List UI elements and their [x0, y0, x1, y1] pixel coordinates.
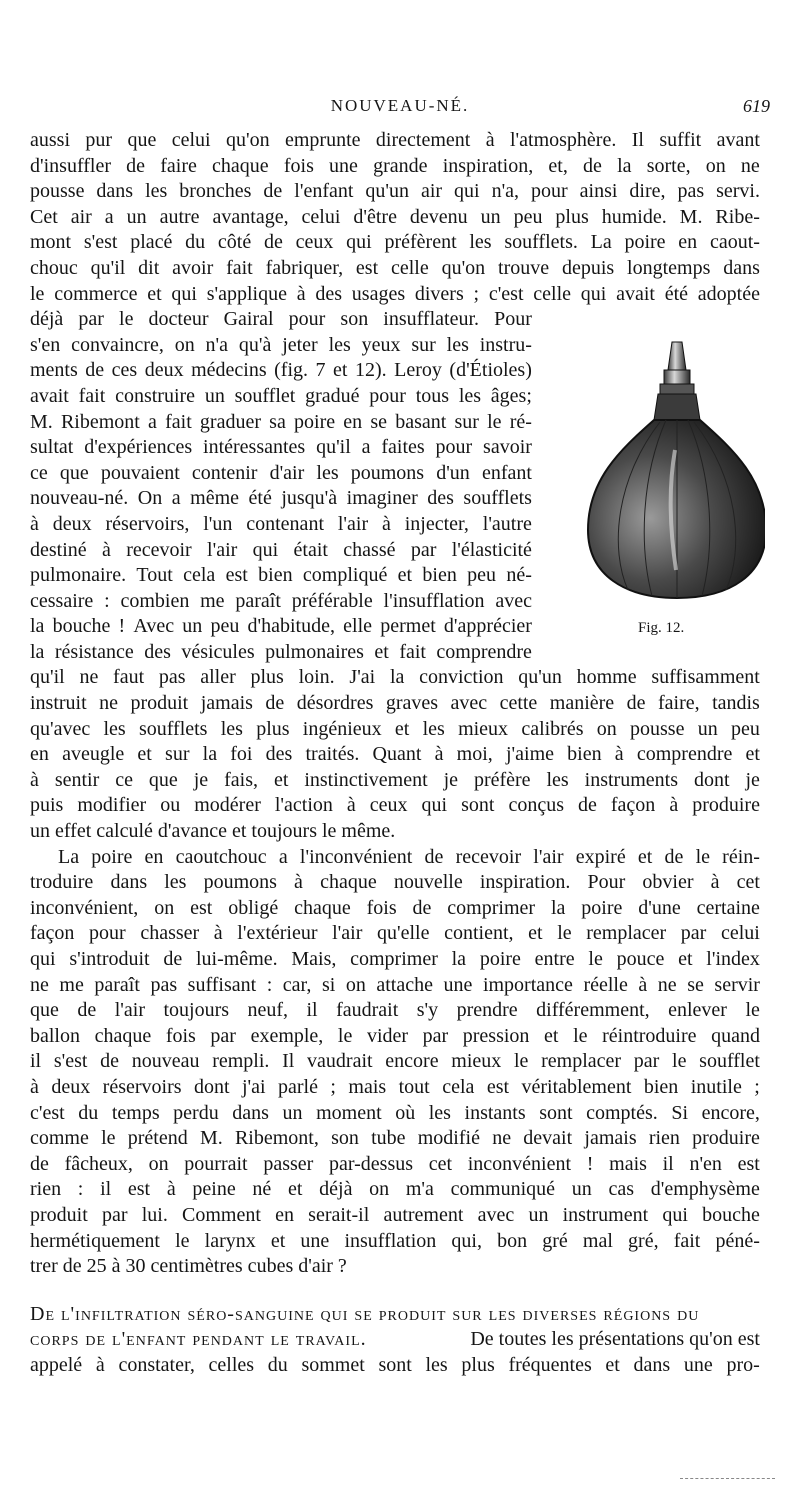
text-line: avait fait construire un soufflet gradué pour tous les âges;	[30, 384, 532, 407]
text-line: déjà par le docteur Gairal pour son insufflateur. Pour	[30, 308, 532, 331]
text-line: un effet calculé d'avance et toujours le même.	[30, 820, 396, 843]
text-line: la bouche ! Avec un peu d'habitude, elle permet d'apprécier	[30, 615, 532, 638]
text-line: que de l'air toujours neuf, il faudrait s'y prendre différemment, enlever le	[30, 999, 760, 1022]
text-line: de fâcheux, on pourrait passer par-dessus cet inconvénient ! mais il n'en est	[30, 1152, 760, 1175]
text-line: ce que pouvaient contenir d'air les poumons d'un enfant	[30, 461, 532, 484]
text-line: comme le prétend M. Ribemont, son tube modifié ne devait jamais rien produire	[30, 1127, 760, 1150]
text-line: pulmonaire. Tout cela est bien compliqué et bien peu né-	[30, 564, 532, 587]
text-line: cessaire : combien me paraît préférable l'insufflation avec	[30, 589, 532, 612]
text-line	[30, 1327, 760, 1353]
body-text	[30, 128, 760, 1379]
text-line: hermétiquement le larynx et une insufflation qui, bon gré mal gré, fait péné-	[30, 1229, 760, 1252]
text-line: mont s'est placé du côté de ceux qui préfèrent les soufflets. La poire en caout-	[30, 231, 760, 254]
text-line: chouc qu'il dit avoir fait fabriquer, est celle qu'on trouve depuis longtemps dans	[30, 256, 760, 279]
text-line: aussi pur que celui qu'on emprunte directement à l'atmosphère. Il suffit avant	[30, 129, 760, 151]
text-line: le commerce et qui s'applique à des usages divers ; c'est celle qui avait été adoptée	[30, 282, 760, 305]
text-line: à sentir ce que je fais, et instinctivement je préfère les instruments dont je	[30, 768, 760, 791]
text-line: à deux réservoirs, l'un contenant l'air à injecter, l'autre	[30, 512, 532, 535]
text-line: appelé à constater, celles du sommet sont les plus fréquentes et dans une pro-	[30, 1353, 760, 1376]
text-line: qu'avec les soufflets les plus ingénieux et les mieux calibrés on pousse un peu	[30, 717, 760, 740]
text-line: qu'il ne faut pas aller plus loin. J'ai la conviction qu'un homme suffisamment	[30, 666, 760, 689]
text-line: M. Ribemont a fait graduer sa poire en se basant sur le ré-	[30, 410, 532, 433]
text-line: instruit ne produit jamais de désordres graves avec cette manière de faire, tandis	[30, 692, 760, 715]
text-line: La poire en caoutchouc a l'inconvénient de recevoir l'air expiré et de le réin-	[58, 845, 760, 868]
section-text: De toutes les présentations qu'on est	[470, 1328, 760, 1351]
text-line: Cet air a un autre avantage, celui d'être devenu un peu plus humide. M. Ribe-	[30, 205, 760, 228]
text-line: troduire dans les poumons à chaque nouvelle inspiration. Pour obvier à cet	[30, 871, 760, 894]
section-heading-text: corps de l'enfant pendant le travail.	[30, 1328, 367, 1351]
text-line: façon pour chasser à l'extérieur l'air qu'elle contient, et le remplacer par celui	[30, 922, 760, 945]
text-line: à deux réservoirs dont j'ai parlé ; mais tout cela est véritablement bien inutile ;	[30, 1075, 760, 1098]
text-line: la résistance des vésicules pulmonaires et fait comprendre	[30, 640, 532, 663]
text-line: destiné à recevoir l'air qui était chassé par l'élasticité	[30, 538, 532, 561]
text-line: d'insuffler de faire chaque fois une grande inspiration, et, de la sorte, on ne	[30, 154, 760, 177]
section-heading	[30, 1302, 760, 1328]
text-line: c'est du temps perdu dans un moment où les instants sont comptés. Si encore,	[30, 1101, 760, 1124]
text-line: trer de 25 à 30 centimètres cubes d'air ?	[30, 1255, 347, 1278]
text-line: sultat d'expériences intéressantes qu'il a faites pour savoir	[30, 436, 532, 459]
page-number: 619	[743, 96, 770, 116]
running-head	[30, 96, 770, 124]
text-line: rien : il est à peine né et déjà on m'a communiqué un cas d'emphysème	[30, 1178, 760, 1201]
text-line: pousse dans les bronches de l'enfant qu'un air qui n'a, pour ainsi dire, pas servi.	[30, 180, 760, 203]
text-line: puis modifier ou modérer l'action à ceux qui sont conçus de façon à produire	[30, 794, 760, 817]
scan-mark	[680, 1478, 775, 1481]
text-line: qui s'introduit de lui-même. Mais, comprimer la poire entre le pouce et l'index	[30, 948, 760, 970]
text-line: ballon chaque fois par exemple, le vider par pression et le réintroduire quand	[30, 1024, 760, 1047]
text-line: ments de ces deux médecins (fig. 7 et 12). Leroy (d'Étioles)	[30, 359, 532, 382]
text-line: il s'est de nouveau rempli. Il vaudrait encore mieux le remplacer par le soufflet	[30, 1050, 760, 1073]
text-line: inconvénient, on est obligé chaque fois de comprimer la poire d'une certaine	[30, 896, 760, 919]
text-line: s'en convaincre, on n'a qu'à jeter les yeux sur les instru-	[30, 333, 532, 356]
section-heading-text: De l'infiltration séro-sanguine qui se produit sur les diverses régions du	[30, 1302, 700, 1325]
running-title: NOUVEAU-NÉ.	[330, 96, 470, 115]
section-spacer	[30, 1280, 760, 1302]
text-line: en aveugle et sur la foi des traités. Quant à moi, j'aime bien à comprendre et	[30, 743, 760, 766]
text-line: nouveau-né. On a même été jusqu'à imaginer des soufflets	[30, 487, 532, 510]
text-line: produit par lui. Comment en serait-il autrement avec un instrument qui bouche	[30, 1203, 760, 1226]
text-line: ne me paraît pas suffisant : car, si on attache une importance réelle à ne se servir	[30, 973, 760, 996]
figure-caption: Fig. 12.	[638, 620, 685, 636]
